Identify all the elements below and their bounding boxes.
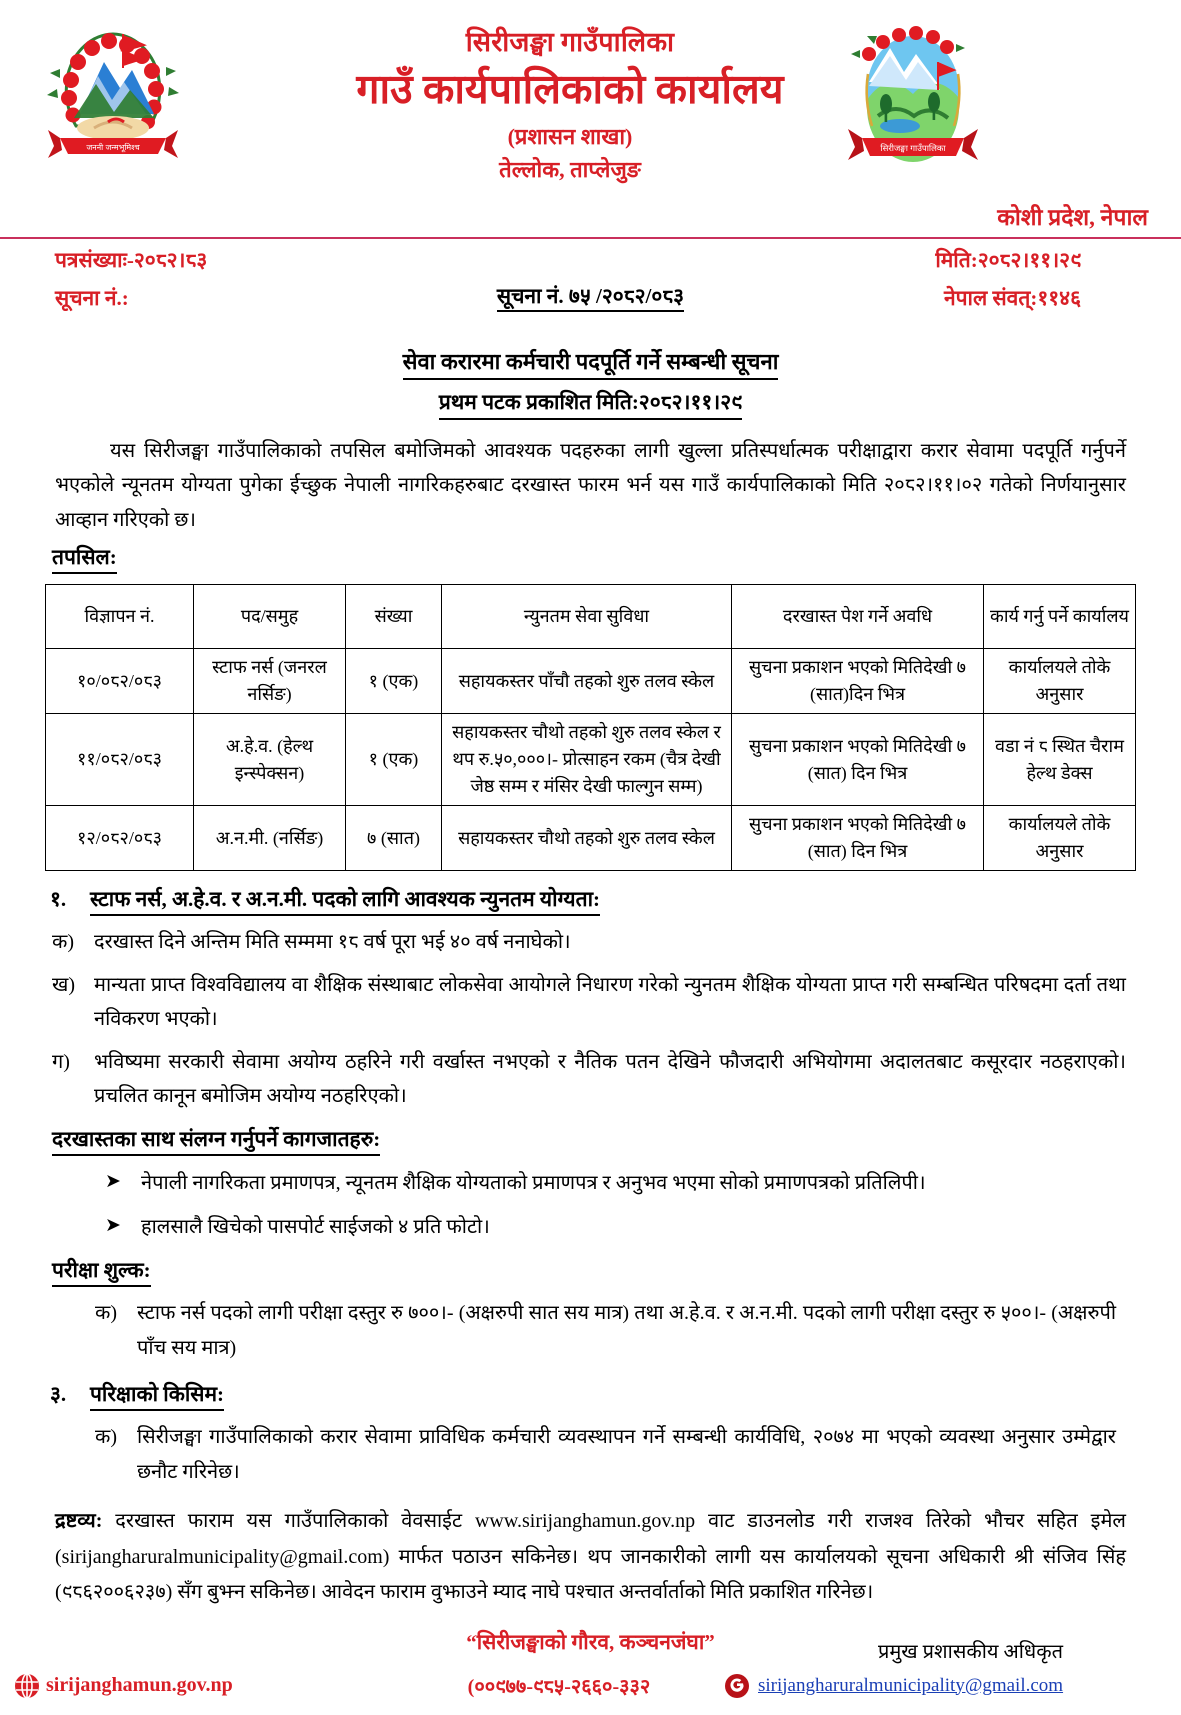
intro-paragraph: यस सिरीजङ्घा गाउँपालिकाको तपसिल बमोजिमको आवश्यक पदहरुका लागी खुल्ला प्रतिस्पर्धात्मक परीक्षाद्वारा करार सेवामा पदपूर्ति गर्नुपर्ने भएकोले न्यूनतम योग्यता पुगेका ईच्छुक नेपाली नागरिकहरुबाट दरखास्त फारम भर्न यस गाउँ कार्यपालिकाको मिति २०८२।११।०२ गतेको निर्णयानुसार आव्हान गरिएको छ। — [55, 440, 1126, 531]
header-titles — [250, 26, 890, 184]
cell-duration: सुचना प्रकाशन भएको मितिदेखी ७ (सात)दिन भित्र — [732, 649, 984, 714]
letter-number: पत्रसंख्याः-२०८२।८३ — [55, 248, 208, 272]
item-text: मान्यता प्राप्त विश्वविद्यालय वा शैक्षिक संस्थाबाट लोकसेवा आयोगले निधारण गरेको न्युनतम शैक्षिक योग्यता प्राप्त गरी सम्बन्धित परिषदमा दर्ता तथा नविकरण भएको। — [94, 974, 1126, 1031]
qualification-heading — [50, 885, 1181, 916]
fees-heading — [52, 1256, 1181, 1287]
cell-count: १ (एक) — [346, 714, 442, 806]
arrow-bullet-icon: ➤ — [105, 1215, 121, 1237]
nepal-national-emblem-icon — [38, 18, 188, 170]
cell-ad-no: १०/०८२/०८३ — [46, 649, 194, 714]
org-name-small: सिरीजङ्घा गाउँपालिका — [465, 27, 675, 57]
cell-duration: सुचना प्रकाशन भएको मितिदेखी ७ (सात) दिन भित्र — [732, 714, 984, 806]
footer-email[interactable] — [724, 1673, 1167, 1699]
document-header — [0, 0, 1181, 232]
col-workplace: कार्य गर्नु पर्ने कार्यालय — [984, 585, 1136, 649]
note-label: द्रष्टव्य: — [55, 1510, 103, 1533]
office-address: तेल्लोक, ताप्लेजुङ — [499, 156, 641, 182]
item-marker: क) — [52, 931, 75, 954]
globe-icon — [14, 1673, 40, 1699]
document-item — [105, 1166, 1111, 1200]
item-text: सिरीजङ्घा गाउँपालिकाको करार सेवामा प्राविधिक कर्मचारी व्यवस्थापन गर्ने सम्बन्धी कार्यविधि, २०७४ मा भएको व्यवस्था अनुसार उम्मेद्वार छनौट गरिनेछ। — [137, 1426, 1116, 1484]
email-text: sirijangharuralmunicipality@gmail.com — [758, 1674, 1064, 1696]
cell-benefits: सहायकस्तर चौथो तहको शुरु तलव स्केल र थप रु.५०,०००।- प्रोत्साहन रकम (चैत्र देखी जेष्ठ सम्म र मंसिर देखी फाल्गुन सम्म) — [442, 714, 732, 806]
col-post: पद/समुह — [194, 585, 346, 649]
svg-text:जननी जन्मभूमिश्च: जननी जन्मभूमिश्च — [86, 143, 140, 152]
note-paragraph — [55, 1504, 1126, 1611]
documents-heading — [52, 1125, 1181, 1156]
fees-heading-text: परीक्षा शुल्क: — [52, 1256, 151, 1287]
org-name-main: गाउँ कार्यपालिकाको कार्यालय — [356, 65, 784, 112]
province-label: कोशी प्रदेश, नेपाल — [997, 205, 1148, 230]
nepal-samvat: नेपाल संवत्:११४६ — [943, 286, 1081, 310]
header-divider — [0, 237, 1181, 239]
item-text: हालसालै खिचेको पासपोर्ट साईजको ४ प्रति फोटो। — [141, 1216, 490, 1239]
table-row — [46, 714, 1136, 806]
tapsil-heading — [52, 543, 117, 574]
exam-type-item — [95, 1420, 1116, 1490]
fee-item — [95, 1296, 1116, 1366]
document-item — [105, 1210, 1111, 1244]
website-text: sirijanghamun.gov.np — [46, 1674, 233, 1696]
item-marker: ग) — [52, 1051, 70, 1074]
cell-count: ७ (सात) — [346, 806, 442, 871]
table-header-row — [46, 585, 1136, 649]
tapsil-heading-text: तपसिल: — [52, 543, 117, 574]
documents-heading-text: दरखास्तका साथ संलग्न गर्नुपर्ने कागजातहरु: — [52, 1125, 380, 1156]
arrow-bullet-icon: ➤ — [105, 1171, 121, 1193]
municipality-emblem-icon — [838, 18, 988, 170]
qualification-item — [52, 1045, 1126, 1113]
item-text: नेपाली नागरिकता प्रमाणपत्र, न्यूनतम शैक्षिक योग्यताको प्रमाणपत्र र अनुभव भएमा सोको प्रमाणपत्रको प्रतिलिपी। — [141, 1172, 926, 1195]
cell-workplace: कार्यालयले तोके अनुसार — [984, 649, 1136, 714]
item-marker: क) — [95, 1302, 118, 1325]
cell-ad-no: ११/०८२/०८३ — [46, 714, 194, 806]
issue-date: मिति:२०८२।११।२९ — [935, 248, 1081, 272]
cell-count: १ (एक) — [346, 649, 442, 714]
document-title-wrap — [0, 346, 1181, 380]
cell-ad-no: १२/०८२/०८३ — [46, 806, 194, 871]
item-marker: ख) — [52, 974, 76, 997]
notice-number-center: सूचना नं. ७५ /२०८२/०८३ — [497, 284, 684, 312]
col-benefits: न्युनतम सेवा सुविधा — [442, 585, 732, 649]
item-marker: क) — [95, 1426, 118, 1449]
cell-workplace: वडा नं ८ स्थित चैराम हेल्थ डेक्स — [984, 714, 1136, 806]
col-ad-no: विज्ञापन नं. — [46, 585, 194, 649]
cell-post: स्टाफ नर्स (जनरल नर्सिङ) — [194, 649, 346, 714]
qualification-item — [52, 968, 1126, 1036]
cell-post: अ.न.मी. (नर्सिङ) — [194, 806, 346, 871]
footer-contacts — [0, 1672, 1181, 1699]
item-text: भविष्यमा सरकारी सेवामा अयोग्य ठहरिने गरी वर्खास्त नभएको र नैतिक पतन देखिने फौजदारी अभियोगमा अदालतबाट कसूरदार नठहराएको। प्रचलित कानून बमोजिम अयोग्य नठहरिएको। — [94, 1051, 1126, 1108]
exam-type-heading — [50, 1380, 1181, 1411]
table-row — [46, 806, 1136, 871]
footer-phone: (००९७७-९८५-२६६०-३३२ — [467, 1676, 651, 1698]
footer-slogan: “सिरीजङ्घाको गौरव, कञ्चनजंघा” — [466, 1630, 715, 1654]
item-text: दरखास्त दिने अन्तिम मिति सम्ममा १८ वर्ष पूरा भई ४० वर्ष ननाघेको। — [94, 931, 571, 954]
note-text: दरखास्त फाराम यस गाउँपालिकाको वेवसाईट www.sirijanghamun.gov.np वाट डाउनलोड गरी राजश्व तिरेको भौचर सहित इमेल (sirijangharuralmunicipality@gmail.com) मार्फत पठाउन सकिनेछ। थप जानकारीको लागी यस कार्यालयको सूचना अधिकारी श्री संजिव सिंह (९८६२००६२३७) सँग बुझ्न सकिनेछ। आवेदन फाराम वुझाउने म्याद नाघे पश्चात अन्तर्वार्ताको मिति प्रकाशित गरिनेछ। — [55, 1510, 1126, 1604]
svg-text:सिरीजङ्घा गाउँपालिका: सिरीजङ्घा गाउँपालिका — [880, 143, 946, 153]
footer-website[interactable] — [14, 1673, 394, 1699]
cell-workplace: कार्यालयले तोके अनुसार — [984, 806, 1136, 871]
notice-number-center-wrap — [0, 282, 1181, 310]
publish-date: प्रथम पटक प्रकाशित मिति:२०८२।११।२९ — [439, 388, 742, 420]
vacancy-table — [45, 584, 1136, 871]
reference-block — [0, 246, 1181, 334]
cell-duration: सुचना प्रकाशन भएको मितिदेखी ७ (सात) दिन भित्र — [732, 806, 984, 871]
notice-number-label: सूचना नं.: — [55, 286, 129, 310]
table-row — [46, 649, 1136, 714]
page-title: सेवा करारमा कर्मचारी पदपूर्ति गर्ने सम्बन्धी सूचना — [403, 346, 779, 380]
qualification-item — [52, 925, 1126, 959]
exam-type-number: ३. — [50, 1382, 67, 1407]
branch-name: (प्रशासन शाखा) — [507, 123, 633, 149]
publish-date-wrap — [0, 388, 1181, 420]
item-text: स्टाफ नर्स पदको लागी परीक्षा दस्तुर रु ७००।- (अक्षरुपी सात सय मात्र) तथा अ.हे.व. र अ.न.मी. पदको लागी परीक्षा दस्तुर रु ५००।- (अक्षरुपी पाँच सय मात्र) — [137, 1302, 1116, 1360]
cell-benefits: सहायकस्तर पाँचौ तहको शुरु तलव स्केल — [442, 649, 732, 714]
cell-benefits: सहायकस्तर चौथो तहको शुरु तलव स्केल — [442, 806, 732, 871]
col-duration: दरखास्त पेश गर्ने अवधि — [732, 585, 984, 649]
cell-post: अ.हे.व. (हेल्थ इन्स्पेक्सन) — [194, 714, 346, 806]
col-count: संख्या — [346, 585, 442, 649]
qualification-heading-text: स्टाफ नर्स, अ.हे.व. र अ.न.मी. पदको लागि आवश्यक न्युनतम योग्यता: — [90, 885, 600, 916]
exam-type-heading-text: परिक्षाको किसिम: — [90, 1380, 224, 1411]
qualification-number: १. — [50, 887, 67, 912]
document-footer — [0, 1628, 1181, 1699]
gmail-icon — [724, 1673, 750, 1699]
signature-block: प्रमुख प्रशासकीय अधिकृत — [877, 1640, 1063, 1663]
